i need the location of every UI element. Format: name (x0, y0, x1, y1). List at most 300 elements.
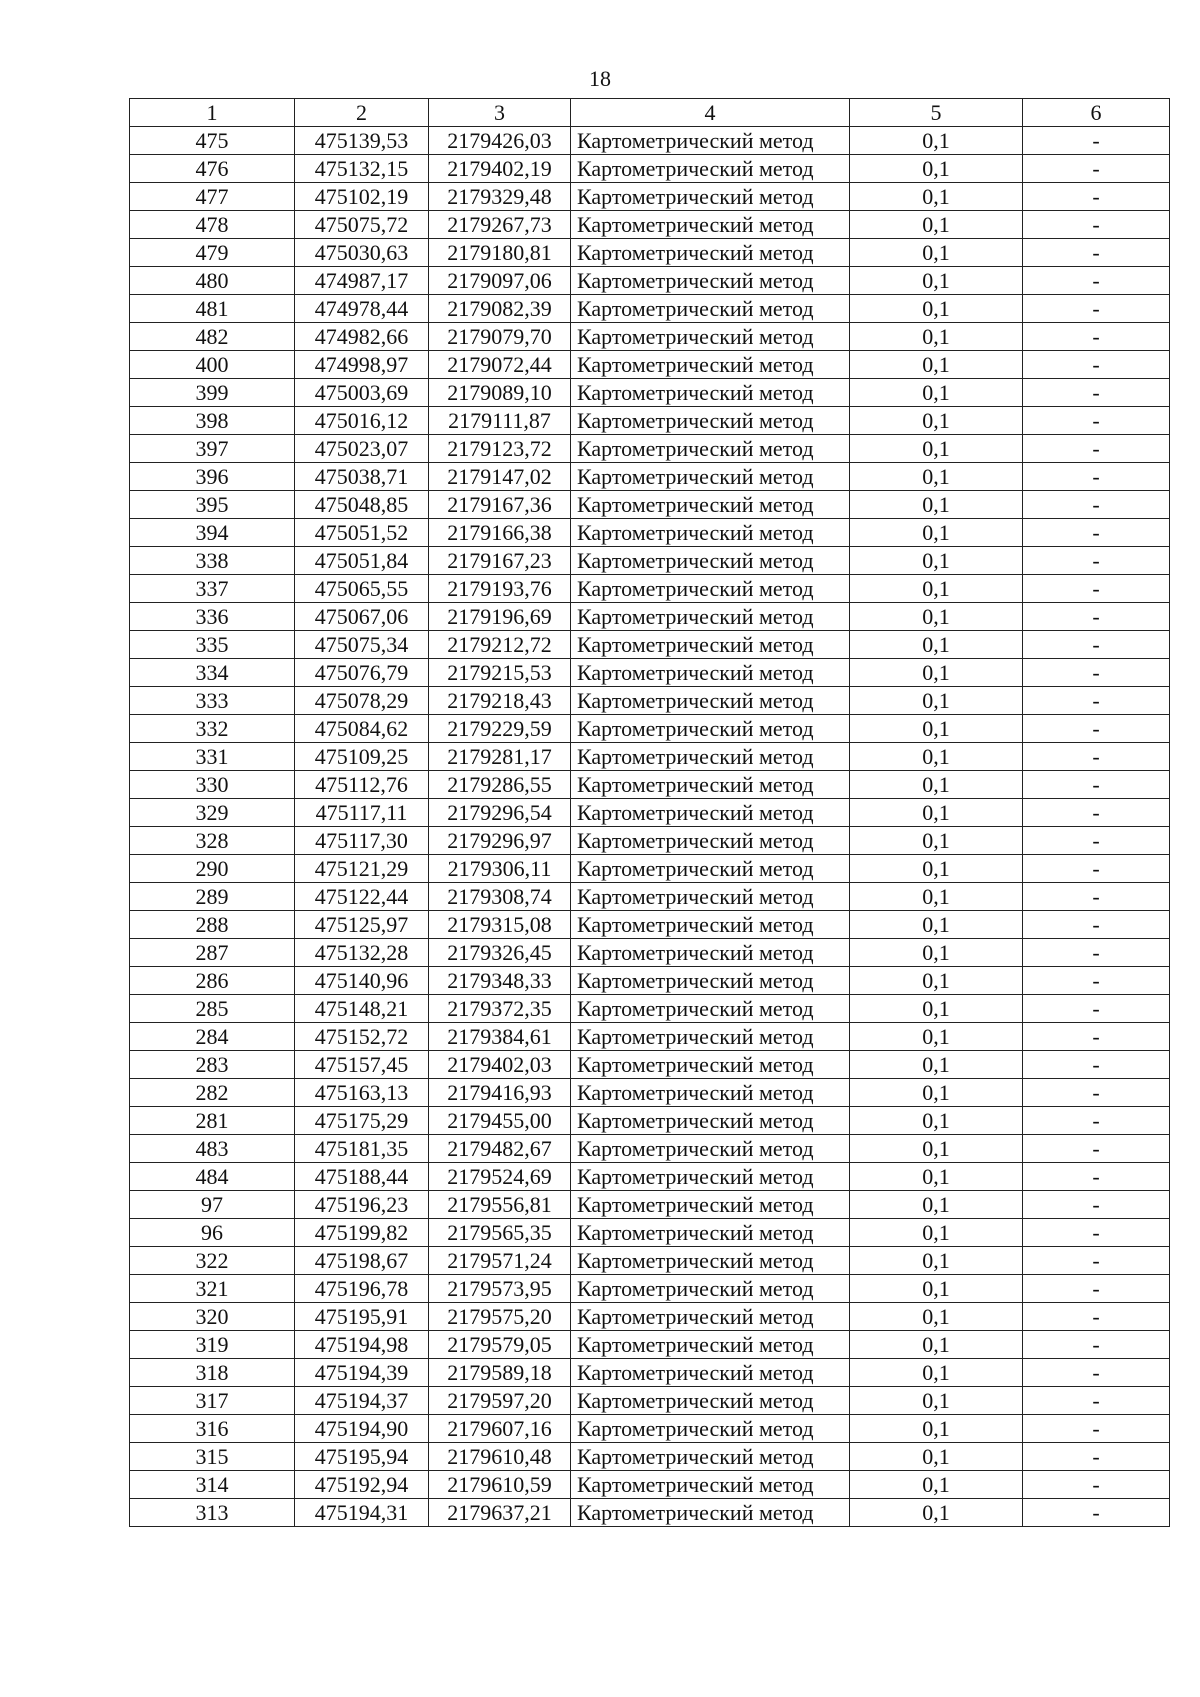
point-number-cell: 332 (130, 715, 295, 743)
y-coordinate-cell: 2179482,67 (429, 1135, 571, 1163)
accuracy-cell: 0,1 (850, 1499, 1023, 1527)
point-number-cell: 288 (130, 911, 295, 939)
accuracy-cell: 0,1 (850, 1415, 1023, 1443)
point-number-cell: 482 (130, 323, 295, 351)
point-number-cell: 395 (130, 491, 295, 519)
accuracy-cell: 0,1 (850, 1219, 1023, 1247)
point-number-cell: 290 (130, 855, 295, 883)
method-cell: Картометрический метод (571, 715, 850, 743)
accuracy-cell: 0,1 (850, 715, 1023, 743)
accuracy-cell: 0,1 (850, 1163, 1023, 1191)
x-coordinate-cell: 475075,34 (295, 631, 429, 659)
x-coordinate-cell: 475163,13 (295, 1079, 429, 1107)
table-row (130, 351, 1170, 379)
x-coordinate-cell: 475125,97 (295, 911, 429, 939)
method-cell: Картометрический метод (571, 883, 850, 911)
table-row (130, 267, 1170, 295)
y-coordinate-cell: 2179196,69 (429, 603, 571, 631)
method-cell: Картометрический метод (571, 939, 850, 967)
table-row (130, 659, 1170, 687)
note-cell: - (1023, 603, 1170, 631)
y-coordinate-cell: 2179610,48 (429, 1443, 571, 1471)
point-number-cell: 286 (130, 967, 295, 995)
table-row (130, 855, 1170, 883)
y-coordinate-cell: 2179167,36 (429, 491, 571, 519)
method-cell: Картометрический метод (571, 575, 850, 603)
accuracy-cell: 0,1 (850, 687, 1023, 715)
method-cell: Картометрический метод (571, 1051, 850, 1079)
x-coordinate-cell: 475194,98 (295, 1331, 429, 1359)
accuracy-cell: 0,1 (850, 155, 1023, 183)
point-number-cell: 331 (130, 743, 295, 771)
point-number-cell: 484 (130, 1163, 295, 1191)
accuracy-cell: 0,1 (850, 743, 1023, 771)
accuracy-cell: 0,1 (850, 1331, 1023, 1359)
point-number-cell: 283 (130, 1051, 295, 1079)
note-cell: - (1023, 1415, 1170, 1443)
y-coordinate-cell: 2179348,33 (429, 967, 571, 995)
x-coordinate-cell: 475194,31 (295, 1499, 429, 1527)
table-row (130, 1191, 1170, 1219)
x-coordinate-cell: 475152,72 (295, 1023, 429, 1051)
x-coordinate-cell: 474978,44 (295, 295, 429, 323)
y-coordinate-cell: 2179147,02 (429, 463, 571, 491)
accuracy-cell: 0,1 (850, 939, 1023, 967)
method-cell: Картометрический метод (571, 155, 850, 183)
x-coordinate-cell: 475188,44 (295, 1163, 429, 1191)
point-number-cell: 317 (130, 1387, 295, 1415)
x-coordinate-cell: 475084,62 (295, 715, 429, 743)
y-coordinate-cell: 2179215,53 (429, 659, 571, 687)
note-cell: - (1023, 1359, 1170, 1387)
point-number-cell: 333 (130, 687, 295, 715)
point-number-cell: 321 (130, 1275, 295, 1303)
table-row (130, 435, 1170, 463)
x-coordinate-cell: 475157,45 (295, 1051, 429, 1079)
note-cell: - (1023, 659, 1170, 687)
x-coordinate-cell: 475016,12 (295, 407, 429, 435)
accuracy-cell: 0,1 (850, 659, 1023, 687)
x-coordinate-cell: 475199,82 (295, 1219, 429, 1247)
accuracy-cell: 0,1 (850, 1387, 1023, 1415)
method-cell: Картометрический метод (571, 435, 850, 463)
note-cell: - (1023, 1051, 1170, 1079)
point-number-cell: 481 (130, 295, 295, 323)
point-number-cell: 287 (130, 939, 295, 967)
point-number-cell: 477 (130, 183, 295, 211)
method-cell: Картометрический метод (571, 967, 850, 995)
y-coordinate-cell: 2179573,95 (429, 1275, 571, 1303)
x-coordinate-cell: 474982,66 (295, 323, 429, 351)
table-row (130, 1499, 1170, 1527)
accuracy-cell: 0,1 (850, 1023, 1023, 1051)
y-coordinate-cell: 2179326,45 (429, 939, 571, 967)
accuracy-cell: 0,1 (850, 295, 1023, 323)
point-number-cell: 337 (130, 575, 295, 603)
x-coordinate-cell: 475122,44 (295, 883, 429, 911)
accuracy-cell: 0,1 (850, 379, 1023, 407)
point-number-cell: 329 (130, 799, 295, 827)
method-cell: Картометрический метод (571, 631, 850, 659)
accuracy-cell: 0,1 (850, 883, 1023, 911)
y-coordinate-cell: 2179455,00 (429, 1107, 571, 1135)
method-cell: Картометрический метод (571, 1275, 850, 1303)
coordinates-table (129, 98, 1170, 1527)
method-cell: Картометрический метод (571, 547, 850, 575)
x-coordinate-cell: 475132,28 (295, 939, 429, 967)
note-cell: - (1023, 1499, 1170, 1527)
method-cell: Картометрический метод (571, 407, 850, 435)
x-coordinate-cell: 474998,97 (295, 351, 429, 379)
x-coordinate-cell: 475023,07 (295, 435, 429, 463)
accuracy-cell: 0,1 (850, 575, 1023, 603)
y-coordinate-cell: 2179267,73 (429, 211, 571, 239)
note-cell: - (1023, 771, 1170, 799)
method-cell: Картометрический метод (571, 1303, 850, 1331)
point-number-cell: 399 (130, 379, 295, 407)
method-cell: Картометрический метод (571, 379, 850, 407)
method-cell: Картометрический метод (571, 1163, 850, 1191)
y-coordinate-cell: 2179329,48 (429, 183, 571, 211)
table-row (130, 575, 1170, 603)
note-cell: - (1023, 211, 1170, 239)
accuracy-cell: 0,1 (850, 603, 1023, 631)
table-row (130, 1359, 1170, 1387)
table-row (130, 939, 1170, 967)
table-row (130, 1079, 1170, 1107)
table-row (130, 603, 1170, 631)
table-row (130, 1471, 1170, 1499)
point-number-cell: 476 (130, 155, 295, 183)
accuracy-cell: 0,1 (850, 351, 1023, 379)
x-coordinate-cell: 475139,53 (295, 127, 429, 155)
y-coordinate-cell: 2179556,81 (429, 1191, 571, 1219)
point-number-cell: 322 (130, 1247, 295, 1275)
x-coordinate-cell: 475132,15 (295, 155, 429, 183)
method-cell: Картометрический метод (571, 323, 850, 351)
y-coordinate-cell: 2179402,03 (429, 1051, 571, 1079)
method-cell: Картометрический метод (571, 239, 850, 267)
note-cell: - (1023, 519, 1170, 547)
note-cell: - (1023, 351, 1170, 379)
accuracy-cell: 0,1 (850, 1051, 1023, 1079)
table-row (130, 1163, 1170, 1191)
y-coordinate-cell: 2179296,97 (429, 827, 571, 855)
y-coordinate-cell: 2179565,35 (429, 1219, 571, 1247)
method-cell: Картометрический метод (571, 1023, 850, 1051)
method-cell: Картометрический метод (571, 183, 850, 211)
y-coordinate-cell: 2179296,54 (429, 799, 571, 827)
method-cell: Картометрический метод (571, 1359, 850, 1387)
accuracy-cell: 0,1 (850, 407, 1023, 435)
x-coordinate-cell: 475030,63 (295, 239, 429, 267)
note-cell: - (1023, 407, 1170, 435)
y-coordinate-cell: 2179097,06 (429, 267, 571, 295)
point-number-cell: 338 (130, 547, 295, 575)
y-coordinate-cell: 2179281,17 (429, 743, 571, 771)
note-cell: - (1023, 323, 1170, 351)
table-row (130, 1303, 1170, 1331)
table-row (130, 1275, 1170, 1303)
point-number-cell: 475 (130, 127, 295, 155)
table-row (130, 155, 1170, 183)
x-coordinate-cell: 475003,69 (295, 379, 429, 407)
y-coordinate-cell: 2179610,59 (429, 1471, 571, 1499)
table-row (130, 1247, 1170, 1275)
table-row (130, 463, 1170, 491)
table-row (130, 183, 1170, 211)
header-cell-1: 1 (130, 99, 295, 127)
y-coordinate-cell: 2179180,81 (429, 239, 571, 267)
point-number-cell: 483 (130, 1135, 295, 1163)
y-coordinate-cell: 2179607,16 (429, 1415, 571, 1443)
x-coordinate-cell: 475175,29 (295, 1107, 429, 1135)
y-coordinate-cell: 2179079,70 (429, 323, 571, 351)
method-cell: Картометрический метод (571, 1499, 850, 1527)
note-cell: - (1023, 799, 1170, 827)
y-coordinate-cell: 2179111,87 (429, 407, 571, 435)
header-cell-2: 2 (295, 99, 429, 127)
method-cell: Картометрический метод (571, 687, 850, 715)
point-number-cell: 330 (130, 771, 295, 799)
header-cell-5: 5 (850, 99, 1023, 127)
x-coordinate-cell: 475195,94 (295, 1443, 429, 1471)
method-cell: Картометрический метод (571, 211, 850, 239)
x-coordinate-cell: 475076,79 (295, 659, 429, 687)
x-coordinate-cell: 475181,35 (295, 1135, 429, 1163)
note-cell: - (1023, 939, 1170, 967)
x-coordinate-cell: 475112,76 (295, 771, 429, 799)
note-cell: - (1023, 1135, 1170, 1163)
method-cell: Картометрический метод (571, 491, 850, 519)
table-row (130, 379, 1170, 407)
table-row (130, 1331, 1170, 1359)
note-cell: - (1023, 1275, 1170, 1303)
x-coordinate-cell: 475038,71 (295, 463, 429, 491)
x-coordinate-cell: 475196,23 (295, 1191, 429, 1219)
note-cell: - (1023, 547, 1170, 575)
y-coordinate-cell: 2179218,43 (429, 687, 571, 715)
accuracy-cell: 0,1 (850, 1247, 1023, 1275)
x-coordinate-cell: 475102,19 (295, 183, 429, 211)
point-number-cell: 328 (130, 827, 295, 855)
note-cell: - (1023, 127, 1170, 155)
table-row (130, 715, 1170, 743)
point-number-cell: 334 (130, 659, 295, 687)
accuracy-cell: 0,1 (850, 463, 1023, 491)
method-cell: Картометрический метод (571, 771, 850, 799)
y-coordinate-cell: 2179416,93 (429, 1079, 571, 1107)
accuracy-cell: 0,1 (850, 1471, 1023, 1499)
accuracy-cell: 0,1 (850, 995, 1023, 1023)
method-cell: Картометрический метод (571, 827, 850, 855)
table-row (130, 967, 1170, 995)
point-number-cell: 97 (130, 1191, 295, 1219)
y-coordinate-cell: 2179212,72 (429, 631, 571, 659)
note-cell: - (1023, 855, 1170, 883)
point-number-cell: 282 (130, 1079, 295, 1107)
note-cell: - (1023, 1219, 1170, 1247)
y-coordinate-cell: 2179308,74 (429, 883, 571, 911)
note-cell: - (1023, 463, 1170, 491)
y-coordinate-cell: 2179575,20 (429, 1303, 571, 1331)
y-coordinate-cell: 2179306,11 (429, 855, 571, 883)
table-row (130, 631, 1170, 659)
point-number-cell: 319 (130, 1331, 295, 1359)
point-number-cell: 289 (130, 883, 295, 911)
accuracy-cell: 0,1 (850, 491, 1023, 519)
y-coordinate-cell: 2179315,08 (429, 911, 571, 939)
accuracy-cell: 0,1 (850, 827, 1023, 855)
y-coordinate-cell: 2179372,35 (429, 995, 571, 1023)
method-cell: Картометрический метод (571, 1219, 850, 1247)
table-row (130, 1443, 1170, 1471)
note-cell: - (1023, 575, 1170, 603)
point-number-cell: 478 (130, 211, 295, 239)
method-cell: Картометрический метод (571, 911, 850, 939)
method-cell: Картометрический метод (571, 855, 850, 883)
accuracy-cell: 0,1 (850, 127, 1023, 155)
method-cell: Картометрический метод (571, 463, 850, 491)
accuracy-cell: 0,1 (850, 911, 1023, 939)
method-cell: Картометрический метод (571, 295, 850, 323)
x-coordinate-cell: 475121,29 (295, 855, 429, 883)
point-number-cell: 314 (130, 1471, 295, 1499)
method-cell: Картометрический метод (571, 519, 850, 547)
x-coordinate-cell: 475067,06 (295, 603, 429, 631)
method-cell: Картометрический метод (571, 1471, 850, 1499)
x-coordinate-cell: 475109,25 (295, 743, 429, 771)
y-coordinate-cell: 2179402,19 (429, 155, 571, 183)
y-coordinate-cell: 2179166,38 (429, 519, 571, 547)
x-coordinate-cell: 475194,90 (295, 1415, 429, 1443)
note-cell: - (1023, 379, 1170, 407)
x-coordinate-cell: 474987,17 (295, 267, 429, 295)
y-coordinate-cell: 2179082,39 (429, 295, 571, 323)
table-row (130, 323, 1170, 351)
table-row (130, 883, 1170, 911)
point-number-cell: 397 (130, 435, 295, 463)
point-number-cell: 285 (130, 995, 295, 1023)
table-row (130, 239, 1170, 267)
note-cell: - (1023, 1023, 1170, 1051)
note-cell: - (1023, 1191, 1170, 1219)
point-number-cell: 400 (130, 351, 295, 379)
x-coordinate-cell: 475051,52 (295, 519, 429, 547)
x-coordinate-cell: 475048,85 (295, 491, 429, 519)
y-coordinate-cell: 2179193,76 (429, 575, 571, 603)
note-cell: - (1023, 1331, 1170, 1359)
header-cell-4: 4 (571, 99, 850, 127)
x-coordinate-cell: 475117,11 (295, 799, 429, 827)
note-cell: - (1023, 883, 1170, 911)
accuracy-cell: 0,1 (850, 631, 1023, 659)
note-cell: - (1023, 491, 1170, 519)
x-coordinate-cell: 475140,96 (295, 967, 429, 995)
x-coordinate-cell: 475198,67 (295, 1247, 429, 1275)
table-row (130, 295, 1170, 323)
y-coordinate-cell: 2179637,21 (429, 1499, 571, 1527)
note-cell: - (1023, 1471, 1170, 1499)
point-number-cell: 318 (130, 1359, 295, 1387)
method-cell: Картометрический метод (571, 1191, 850, 1219)
note-cell: - (1023, 267, 1170, 295)
accuracy-cell: 0,1 (850, 855, 1023, 883)
table-row (130, 743, 1170, 771)
method-cell: Картометрический метод (571, 1135, 850, 1163)
table-row (130, 547, 1170, 575)
note-cell: - (1023, 687, 1170, 715)
method-cell: Картометрический метод (571, 267, 850, 295)
accuracy-cell: 0,1 (850, 435, 1023, 463)
table-row (130, 799, 1170, 827)
method-cell: Картометрический метод (571, 1415, 850, 1443)
point-number-cell: 394 (130, 519, 295, 547)
accuracy-cell: 0,1 (850, 967, 1023, 995)
method-cell: Картометрический метод (571, 799, 850, 827)
y-coordinate-cell: 2179229,59 (429, 715, 571, 743)
method-cell: Картометрический метод (571, 1387, 850, 1415)
accuracy-cell: 0,1 (850, 323, 1023, 351)
table-row (130, 519, 1170, 547)
table-row (130, 995, 1170, 1023)
accuracy-cell: 0,1 (850, 799, 1023, 827)
y-coordinate-cell: 2179579,05 (429, 1331, 571, 1359)
note-cell: - (1023, 911, 1170, 939)
note-cell: - (1023, 295, 1170, 323)
accuracy-cell: 0,1 (850, 1191, 1023, 1219)
y-coordinate-cell: 2179597,20 (429, 1387, 571, 1415)
note-cell: - (1023, 1303, 1170, 1331)
note-cell: - (1023, 435, 1170, 463)
point-number-cell: 281 (130, 1107, 295, 1135)
method-cell: Картометрический метод (571, 351, 850, 379)
table-row (130, 1135, 1170, 1163)
note-cell: - (1023, 1387, 1170, 1415)
note-cell: - (1023, 239, 1170, 267)
point-number-cell: 313 (130, 1499, 295, 1527)
y-coordinate-cell: 2179089,10 (429, 379, 571, 407)
table-row (130, 911, 1170, 939)
method-cell: Картометрический метод (571, 1107, 850, 1135)
method-cell: Картометрический метод (571, 1247, 850, 1275)
note-cell: - (1023, 1079, 1170, 1107)
accuracy-cell: 0,1 (850, 239, 1023, 267)
method-cell: Картометрический метод (571, 1079, 850, 1107)
table-row (130, 687, 1170, 715)
note-cell: - (1023, 1163, 1170, 1191)
y-coordinate-cell: 2179589,18 (429, 1359, 571, 1387)
y-coordinate-cell: 2179426,03 (429, 127, 571, 155)
x-coordinate-cell: 475192,94 (295, 1471, 429, 1499)
accuracy-cell: 0,1 (850, 1079, 1023, 1107)
x-coordinate-cell: 475148,21 (295, 995, 429, 1023)
table-row (130, 127, 1170, 155)
point-number-cell: 96 (130, 1219, 295, 1247)
point-number-cell: 336 (130, 603, 295, 631)
y-coordinate-cell: 2179072,44 (429, 351, 571, 379)
x-coordinate-cell: 475078,29 (295, 687, 429, 715)
table-row (130, 1219, 1170, 1247)
note-cell: - (1023, 743, 1170, 771)
method-cell: Картометрический метод (571, 659, 850, 687)
table-row (130, 1387, 1170, 1415)
x-coordinate-cell: 475051,84 (295, 547, 429, 575)
accuracy-cell: 0,1 (850, 1135, 1023, 1163)
note-cell: - (1023, 967, 1170, 995)
note-cell: - (1023, 155, 1170, 183)
table-row (130, 1415, 1170, 1443)
